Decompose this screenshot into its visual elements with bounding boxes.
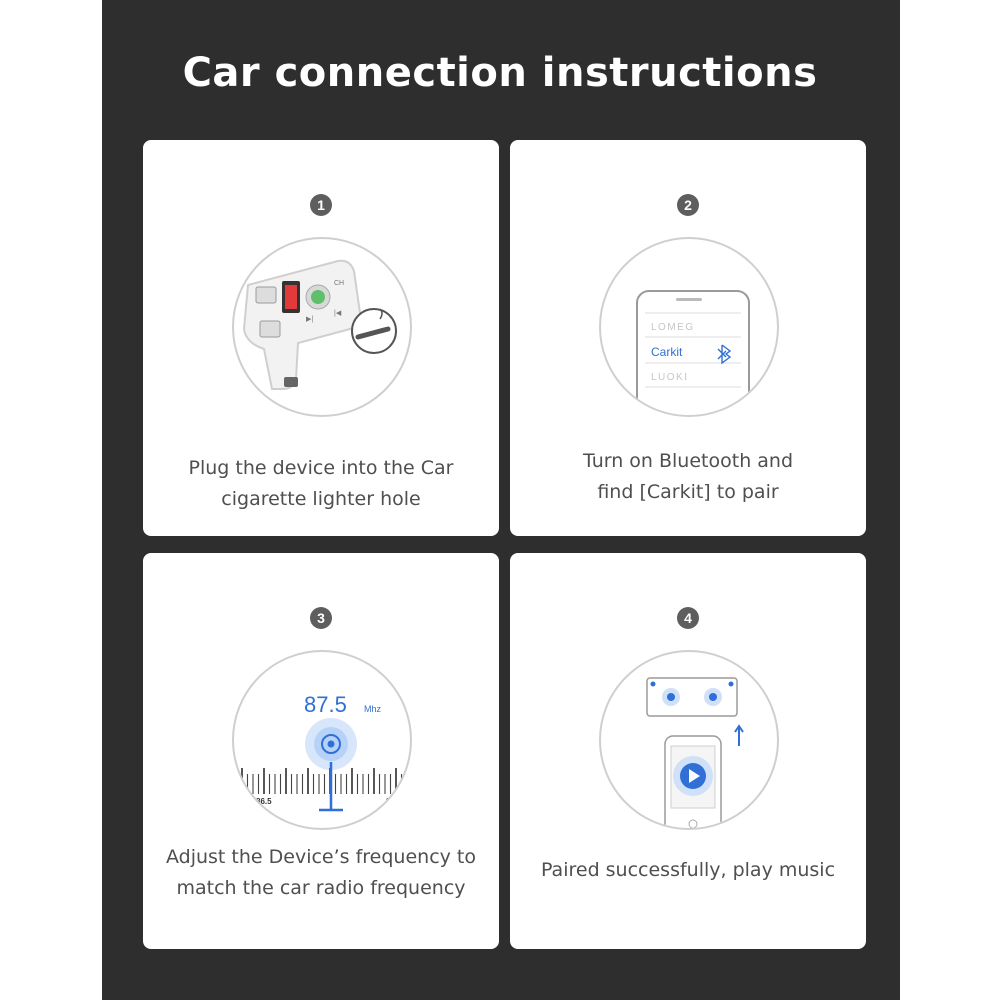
step-number-badge: 1 (310, 194, 332, 216)
step-card-3 (143, 553, 499, 949)
page-title: Car connection instructions (182, 50, 818, 96)
caption-line: Paired successfully, play music (540, 859, 836, 881)
frequency-scale-ticks (242, 768, 402, 794)
caption-line: find [Carkit] to pair (597, 481, 779, 503)
step-number-badge: 3 (310, 607, 332, 629)
step-number-badge: 2 (677, 194, 699, 216)
scale-max-label: 88.9 (386, 797, 402, 806)
phone-list-item: LUOKI (651, 372, 689, 383)
step-card-4 (510, 553, 866, 949)
caption-line: Turn on Bluetooth and (582, 450, 794, 472)
caption-line: Adjust the Device’s frequency to (165, 846, 477, 868)
step-card-2 (510, 140, 866, 536)
step-caption (143, 842, 499, 904)
play-music-illustration (599, 650, 779, 830)
step-caption (510, 855, 866, 886)
phone-list-item: LOMEG (651, 322, 695, 333)
caption-line: cigarette lighter hole (221, 488, 421, 510)
radio-tuner-illustration (232, 650, 412, 830)
svg-text:|◀: |◀ (334, 310, 342, 317)
step-card-1 (143, 140, 499, 536)
caption-line: match the car radio frequency (176, 877, 466, 899)
car-speaker-icon (647, 678, 737, 716)
phone-list-item-carkit: Carkit (651, 345, 683, 359)
step-caption (143, 453, 499, 515)
frequency-value: 87.5 (304, 692, 347, 717)
step-number-badge: 4 (677, 607, 699, 629)
frequency-unit: Mhz (364, 704, 382, 714)
caption-line: Plug the device into the Car (188, 457, 454, 479)
svg-text:▶|: ▶| (306, 316, 314, 323)
car-charger-illustration (232, 237, 412, 417)
phone-bluetooth-illustration (599, 237, 779, 417)
scale-min-label: 86.5 (256, 797, 272, 806)
svg-text:CH: CH (334, 280, 345, 287)
step-caption (510, 446, 866, 508)
